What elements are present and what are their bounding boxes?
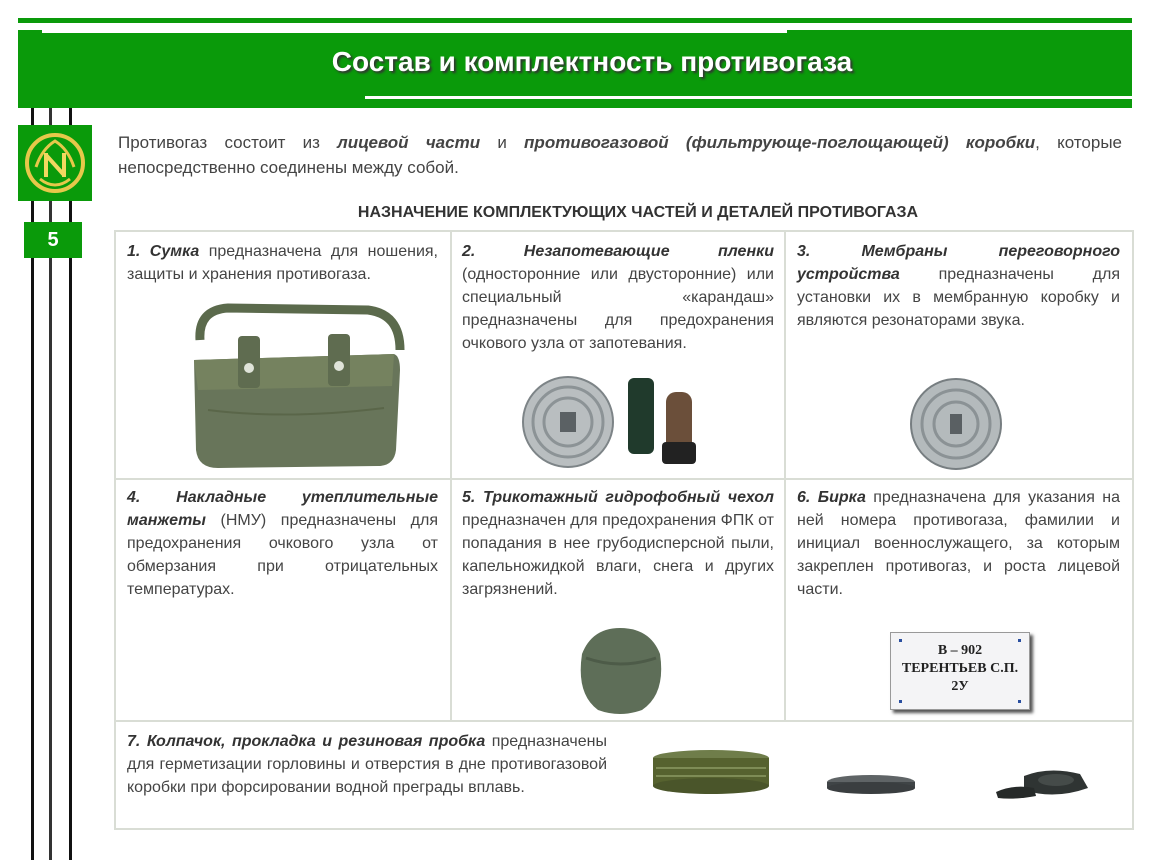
section-subtitle: НАЗНАЧЕНИЕ КОМПЛЕКТУЮЩИХ ЧАСТЕЙ И ДЕТАЛЕЙ ПРОТИВОГАЗА xyxy=(357,204,919,221)
pencil-image xyxy=(622,372,702,472)
membrane-image xyxy=(906,374,1006,474)
cover-image xyxy=(572,624,668,716)
bag-image xyxy=(188,300,408,470)
intro-paragraph: Противогаз состоит из лицевой части и противогазовой (фильтрующе-поглощающей) коробки, которые непосредственно соединены между собой. xyxy=(118,133,1123,177)
table-cell: 7. Колпачок, прокладка и резиновая пробка предназначены для герметизации горловины и отверстия в дне противогазовой коробки при форсировании водной преграды вплавь. xyxy=(116,722,1132,828)
cap-image xyxy=(646,748,776,798)
rubber-plug-image xyxy=(994,766,1104,802)
table-cell: 1. Сумка предназначена для ношения, защиты и хранения противогаза. xyxy=(116,232,450,478)
header-top-stripe xyxy=(18,18,1132,23)
page-title: Состав и комплектность противогаза xyxy=(331,46,853,77)
table-cell: 6. Бирка предназначена для указания на ней номера противогаза, фамилии и инициал военнослужащего, за которым закреплен противогаз, и роста лицевой части. В – 902 ТЕРЕНТЬЕВ С.П. 2У xyxy=(786,480,1132,720)
id-tag: В – 902 ТЕРЕНТЬЕВ С.П. 2У xyxy=(890,632,1030,710)
header-line xyxy=(365,96,1133,99)
table-cell: 3. Мембраны переговорного устройства предназначены для установки их в мембранную коробку и являются резонаторами звука. xyxy=(786,232,1132,478)
emblem-icon xyxy=(18,125,92,201)
film-disc-image xyxy=(518,372,618,472)
header-line xyxy=(42,30,787,33)
table-cell: 5. Трикотажный гидрофобный чехол предназначен для предохранения ФПК от попадания в нее грубодисперсной пыли, капельножидкой влаги, снега и других загрязнений. xyxy=(452,480,784,720)
table-cell: 4. Накладные утеплительные манжеты (НМУ) предназначены для предохранения очкового узла от обмерзания при отрицательных температурах. xyxy=(116,480,450,720)
gasket-image xyxy=(824,772,918,798)
table-cell: 2. Незапотевающие пленки (односторонние или двусторонние) или специальный «карандаш» предназначены для предохранения очкового узла от запотевания. xyxy=(452,232,784,478)
page-number: 5 xyxy=(24,222,82,258)
